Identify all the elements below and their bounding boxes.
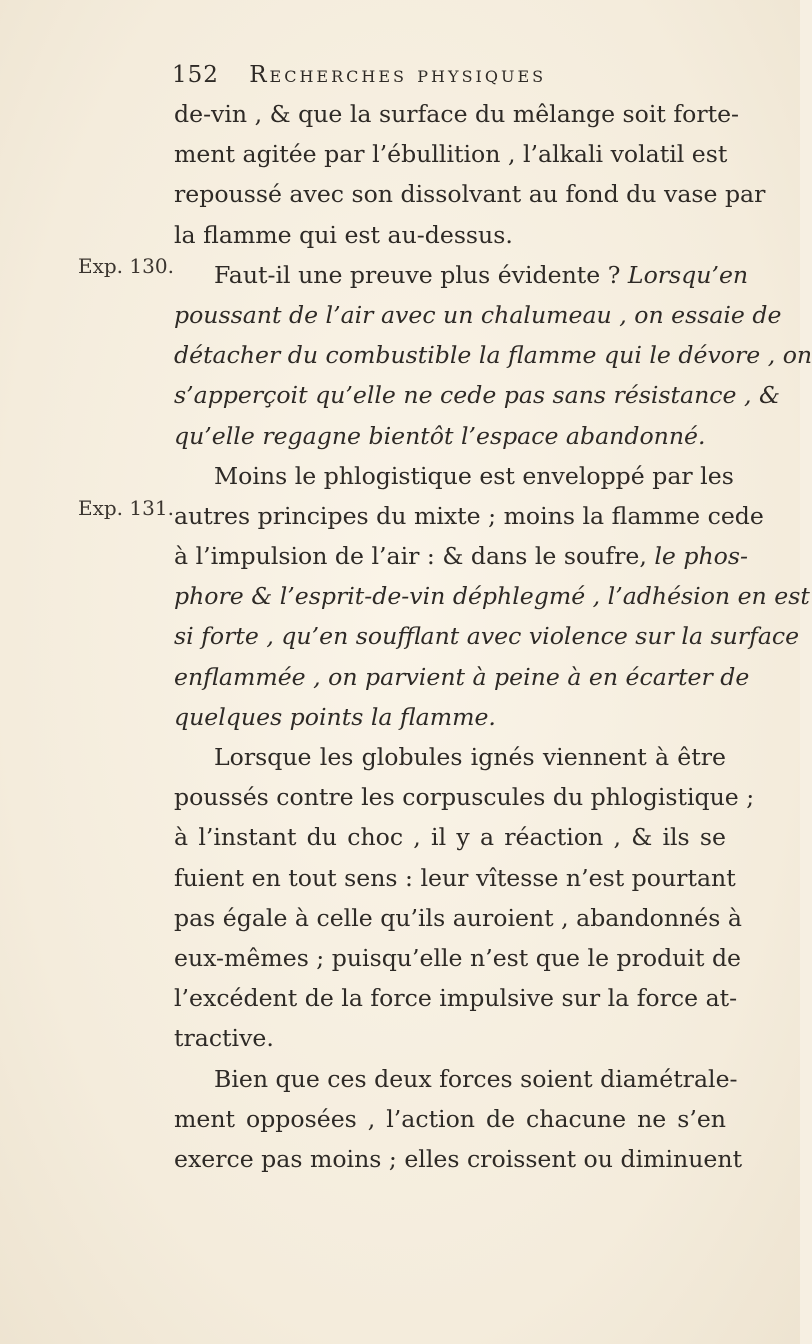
text-line: phore & l’esprit-de-vin déphlegmé , l’adhésion en est xyxy=(174,582,810,611)
running-title: Recherches physiques xyxy=(249,62,547,88)
text-line: Faut-il une preuve plus évidente ? Lorsqu’en xyxy=(214,260,749,289)
text-line: ment agitée par l’ébullition , l’alkali volatil est xyxy=(174,140,728,169)
text-line: détacher du combustible la flamme qui le dévore , on xyxy=(174,341,812,370)
text-line: qu’elle regagne bientôt l’espace abandonné. xyxy=(174,421,706,450)
text-line: la flamme qui est au-dessus. xyxy=(174,220,513,249)
text-line: eux-mêmes ; puisqu’elle n’est que le produit de xyxy=(174,943,742,972)
text-line: poussant de l’air avec un chalumeau , on essaie de xyxy=(174,300,782,329)
margin-note-exp-130: Exp. 130. xyxy=(78,254,174,278)
text-line: à l’instant du choc , il y a réaction , & ils se xyxy=(174,823,726,852)
text-line: exerce pas moins ; elles croissent ou diminuent xyxy=(174,1144,743,1173)
page-number: 152 xyxy=(172,62,219,88)
text-line: autres principes du mixte ; moins la flamme cede xyxy=(174,501,764,530)
text-line: pas égale à celle qu’ils auroient , abandonnés à xyxy=(174,903,742,932)
text-line: fuient en tout sens : leur vîtesse n’est pourtant xyxy=(174,863,736,892)
text-line: s’apperçoit qu’elle ne cede pas sans résistance , & xyxy=(174,381,780,410)
text-line: si forte , qu’en soufflant avec violence sur la surface xyxy=(174,622,800,651)
text-line: de-vin , & que la surface du mêlange soit forte- xyxy=(174,100,740,128)
text-line: tractive. xyxy=(174,1024,274,1053)
text-line: à l’impulsion de l’air : & dans le soufre, le phos- xyxy=(174,542,748,571)
running-header xyxy=(172,62,642,88)
text-line: ment opposées , l’action de chacune ne s’en xyxy=(174,1104,726,1133)
text-line: quelques points la flamme. xyxy=(174,702,496,731)
margin-note-exp-131: Exp. 131. xyxy=(78,496,174,520)
body-text xyxy=(174,94,812,1179)
text-line: Bien que ces deux forces soient diamétrale- xyxy=(214,1064,738,1093)
text-line: Moins le phlogistique est enveloppé par les xyxy=(214,461,734,490)
text-line: l’excédent de la force impulsive sur la force at- xyxy=(174,984,738,1013)
text-line: enflammée , on parvient à peine à en écarter de xyxy=(174,662,750,691)
text-line: Lorsque les globules ignés viennent à être xyxy=(214,743,726,771)
text-line: repoussé avec son dissolvant au fond du vase par xyxy=(174,180,766,209)
text-line: poussés contre les corpuscules du phlogistique ; xyxy=(174,783,755,812)
